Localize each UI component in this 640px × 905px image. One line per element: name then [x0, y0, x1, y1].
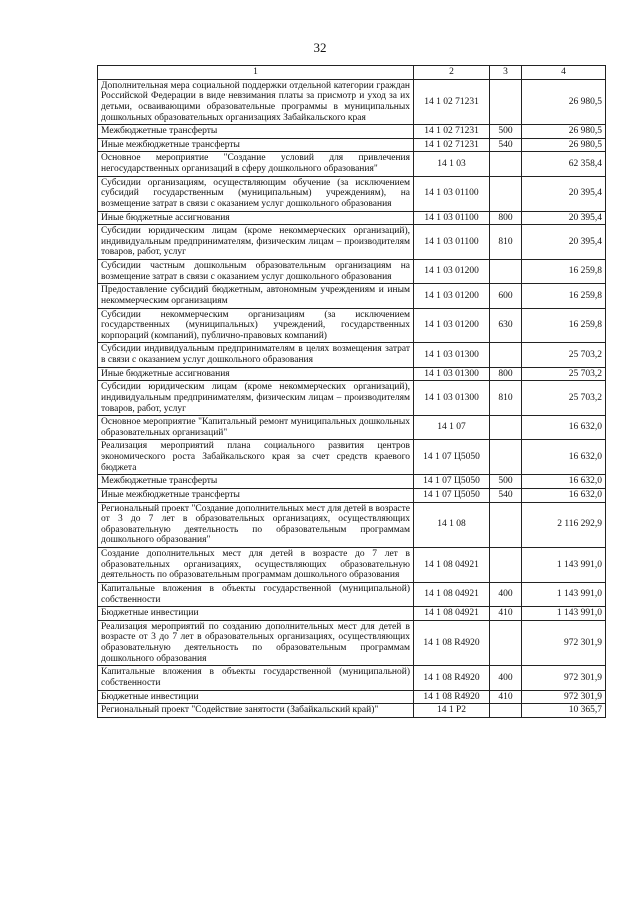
cell-code: 14 1 08 R4920: [414, 690, 490, 704]
cell-group: [490, 260, 522, 284]
cell-code: 14 1 03 01300: [414, 343, 490, 367]
cell-sum: 1 143 991,0: [522, 548, 606, 583]
cell-code: 14 1 08 R4920: [414, 620, 490, 666]
cell-name: Основное мероприятие "Капитальный ремонт муниципальных дошкольных образовательных организаций": [98, 416, 414, 440]
cell-sum: 16 632,0: [522, 440, 606, 475]
cell-group: [490, 502, 522, 548]
cell-group: 410: [490, 690, 522, 704]
table-row: [98, 138, 606, 152]
cell-sum: 972 301,9: [522, 690, 606, 704]
cell-sum: 16 259,8: [522, 308, 606, 343]
page-number: 32: [313, 40, 327, 55]
table-row: [98, 620, 606, 666]
cell-group: 600: [490, 284, 522, 308]
cell-sum: 62 358,4: [522, 152, 606, 176]
cell-name: Субсидии юридическим лицам (кроме некоммерческих организаций), индивидуальным предпринимателям, физическим лицам – производителям товаров, работ, услуг: [98, 225, 414, 260]
cell-sum: 26 980,5: [522, 125, 606, 139]
cell-sum: 20 395,4: [522, 211, 606, 225]
header-col-code: 2: [414, 66, 490, 80]
cell-name: Бюджетные инвестиции: [98, 690, 414, 704]
cell-name: Капитальные вложения в объекты государственной (муниципальной) собственности: [98, 666, 414, 690]
cell-code: 14 1 08: [414, 502, 490, 548]
table-row: [98, 502, 606, 548]
header-col-name: 1: [98, 66, 414, 80]
cell-code: 14 1 08 04921: [414, 548, 490, 583]
cell-name: Субсидии юридическим лицам (кроме некоммерческих организаций), индивидуальным предпринимателям, физическим лицам – производителям товаров, работ, услуг: [98, 381, 414, 416]
cell-code: 14 1 03 01100: [414, 211, 490, 225]
cell-sum: 16 632,0: [522, 475, 606, 489]
cell-group: 810: [490, 225, 522, 260]
cell-group: 540: [490, 488, 522, 502]
budget-table: [97, 65, 606, 718]
cell-code: 14 1 P2: [414, 704, 490, 718]
table-header-row: [98, 66, 606, 80]
cell-name: Иные межбюджетные трансферты: [98, 138, 414, 152]
cell-name: Субсидии индивидуальным предпринимателям в целях возмещения затрат в связи с оказанием услуг дошкольного образования: [98, 343, 414, 367]
cell-group: [490, 176, 522, 211]
header-col-sum: 4: [522, 66, 606, 80]
table-row: [98, 475, 606, 489]
table-row: [98, 260, 606, 284]
cell-name: Субсидии некоммерческим организациям (за исключением государственных (муниципальных) учреждений, государственных корпораций (компаний), публично-правовых компаний): [98, 308, 414, 343]
cell-group: 540: [490, 138, 522, 152]
table-row: [98, 367, 606, 381]
table-row: [98, 582, 606, 606]
cell-group: 800: [490, 211, 522, 225]
cell-sum: 20 395,4: [522, 225, 606, 260]
cell-group: 500: [490, 475, 522, 489]
cell-code: 14 1 03 01300: [414, 367, 490, 381]
cell-sum: 16 259,8: [522, 260, 606, 284]
cell-code: 14 1 03 01300: [414, 381, 490, 416]
cell-code: 14 1 03 01200: [414, 308, 490, 343]
cell-name: Основное мероприятие "Создание условий для привлечения негосударственных организаций в сферу дошкольного образования": [98, 152, 414, 176]
table-row: [98, 284, 606, 308]
cell-sum: 26 980,5: [522, 79, 606, 125]
cell-sum: 16 632,0: [522, 416, 606, 440]
cell-sum: 2 116 292,9: [522, 502, 606, 548]
cell-code: 14 1 07: [414, 416, 490, 440]
table-row: [98, 488, 606, 502]
cell-sum: 20 395,4: [522, 176, 606, 211]
table-row: [98, 690, 606, 704]
cell-group: 800: [490, 367, 522, 381]
table-row: [98, 125, 606, 139]
cell-sum: 25 703,2: [522, 381, 606, 416]
table-header: [98, 66, 606, 80]
cell-sum: 25 703,2: [522, 367, 606, 381]
cell-group: [490, 79, 522, 125]
cell-name: Региональный проект "Содействие занятости (Забайкальский край)": [98, 704, 414, 718]
table-body: [98, 79, 606, 717]
cell-group: [490, 548, 522, 583]
cell-name: Иные межбюджетные трансферты: [98, 488, 414, 502]
cell-code: 14 1 02 71231: [414, 125, 490, 139]
cell-name: Капитальные вложения в объекты государственной (муниципальной) собственности: [98, 582, 414, 606]
cell-group: 630: [490, 308, 522, 343]
table-row: [98, 343, 606, 367]
cell-group: 810: [490, 381, 522, 416]
table-row: [98, 607, 606, 621]
cell-sum: 16 632,0: [522, 488, 606, 502]
cell-group: 500: [490, 125, 522, 139]
table-row: [98, 704, 606, 718]
cell-group: 400: [490, 666, 522, 690]
cell-group: [490, 343, 522, 367]
cell-sum: 1 143 991,0: [522, 582, 606, 606]
cell-code: 14 1 08 04921: [414, 607, 490, 621]
cell-group: [490, 440, 522, 475]
cell-name: Предоставление субсидий бюджетным, автономным учреждениям и иным некоммерческим организациям: [98, 284, 414, 308]
cell-sum: 10 365,7: [522, 704, 606, 718]
cell-sum: 972 301,9: [522, 666, 606, 690]
cell-code: 14 1 07 Ц5050: [414, 475, 490, 489]
table-row: [98, 548, 606, 583]
table-row: [98, 79, 606, 125]
cell-code: 14 1 02 71231: [414, 79, 490, 125]
table-row: [98, 308, 606, 343]
cell-code: 14 1 03: [414, 152, 490, 176]
header-col-group: 3: [490, 66, 522, 80]
cell-name: Межбюджетные трансферты: [98, 475, 414, 489]
cell-name: Субсидии организациям, осуществляющим обучение (за исключением субсидий государственным (муниципальным) учреждениям), на возмещение затрат в связи с оказанием услуг дошкольного образования: [98, 176, 414, 211]
cell-sum: 1 143 991,0: [522, 607, 606, 621]
cell-code: 14 1 07 Ц5050: [414, 488, 490, 502]
cell-code: 14 1 03 01100: [414, 176, 490, 211]
table-row: [98, 211, 606, 225]
cell-name: Создание дополнительных мест для детей в возрасте до 7 лет в образовательных организациях, осуществляющих образовательную деятельность по образовательным программам дошкольного образования: [98, 548, 414, 583]
cell-group: [490, 704, 522, 718]
table-row: [98, 440, 606, 475]
cell-name: Реализация мероприятий плана социального развития центров экономического роста Забайкальского края за счет средств краевого бюджета: [98, 440, 414, 475]
cell-group: [490, 620, 522, 666]
table-row: [98, 152, 606, 176]
table-row: [98, 176, 606, 211]
cell-sum: 26 980,5: [522, 138, 606, 152]
table-row: [98, 666, 606, 690]
cell-sum: 25 703,2: [522, 343, 606, 367]
table-row: [98, 381, 606, 416]
cell-name: Субсидии частным дошкольным образовательным организациям на возмещение затрат в связи с оказанием услуг дошкольного образования: [98, 260, 414, 284]
cell-name: Межбюджетные трансферты: [98, 125, 414, 139]
cell-group: 400: [490, 582, 522, 606]
cell-group: [490, 416, 522, 440]
cell-name: Региональный проект "Создание дополнительных мест для детей в возрасте от 3 до 7 лет в образовательных организациях, осуществляющих образовательную деятельность по образовательным программам дошкольного образования": [98, 502, 414, 548]
cell-code: 14 1 03 01200: [414, 284, 490, 308]
table-row: [98, 225, 606, 260]
cell-name: Иные бюджетные ассигнования: [98, 367, 414, 381]
cell-sum: 972 301,9: [522, 620, 606, 666]
cell-sum: 16 259,8: [522, 284, 606, 308]
cell-code: 14 1 08 04921: [414, 582, 490, 606]
cell-name: Бюджетные инвестиции: [98, 607, 414, 621]
cell-code: 14 1 03 01100: [414, 225, 490, 260]
cell-name: Иные бюджетные ассигнования: [98, 211, 414, 225]
cell-code: 14 1 03 01200: [414, 260, 490, 284]
cell-name: Дополнительная мера социальной поддержки отдельной категории граждан Российской Федерации в виде невзимания платы за присмотр и уход за их детьми, осваивающими образовательные программы в муниципальных дошкольных образовательных организациях Забайкальского края: [98, 79, 414, 125]
cell-code: 14 1 07 Ц5050: [414, 440, 490, 475]
cell-code: 14 1 02 71231: [414, 138, 490, 152]
table-row: [98, 416, 606, 440]
cell-code: 14 1 08 R4920: [414, 666, 490, 690]
cell-group: [490, 152, 522, 176]
cell-name: Реализация мероприятий по созданию дополнительных мест для детей в возрасте от 3 до 7 лет в образовательных организациях, осуществляющих образовательную деятельность по образовательным программам дошкольного образования: [98, 620, 414, 666]
cell-group: 410: [490, 607, 522, 621]
